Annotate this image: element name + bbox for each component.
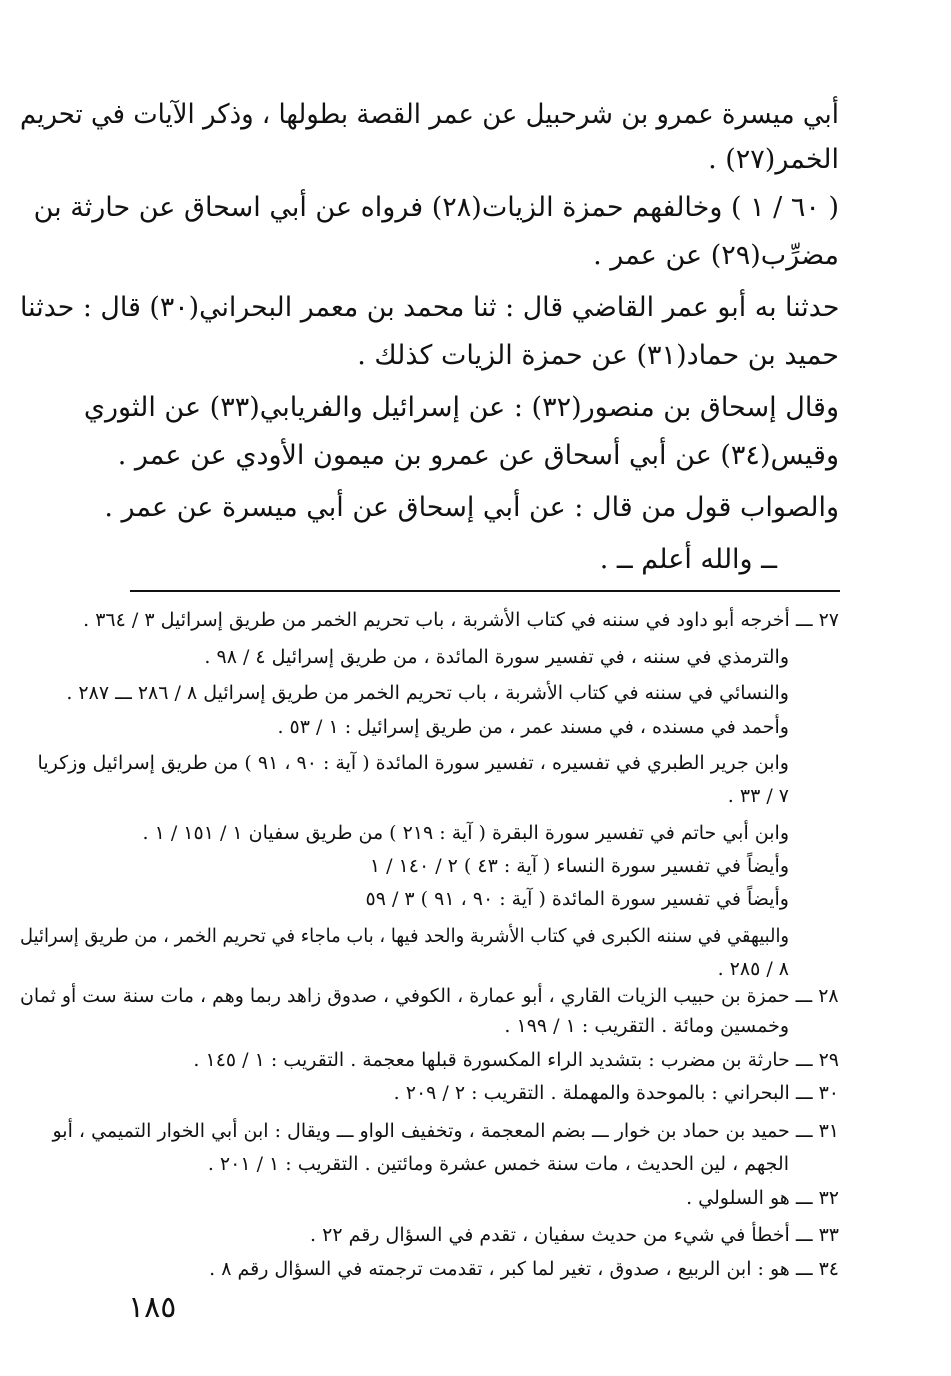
footnote-line: والترمذي في سننه ، في تفسير سورة المائدة ، من طريق إسرائيل ٤ / ٩٨ . [204, 646, 789, 668]
footnote-line: وأحمد في مسنده ، في مسند عمر ، من طريق إسرائيل : ١ / ٥٣ . [277, 716, 789, 738]
footnote-line: وأيضاً في تفسير سورة المائدة ( آية : ٩٠ ، ٩١ ) ٣ / ٥٩ [365, 888, 789, 910]
footnote-line: والبيهقي في سننه الكبرى في كتاب الأشربة والحد فيها ، باب ماجاء في تحريم الخمر ، من طريق إسرائيل [19, 925, 789, 947]
footnote-line: ٢٩ ـــ حارثة بن مضرب : بتشديد الراء المكسورة قبلها معجمة . التقريب : ١ / ١٤٥ . [193, 1049, 839, 1071]
footnote-line: ٣٢ ـــ هو السلولي . [686, 1187, 839, 1209]
footnote-line: ٢٧ ـــ أخرجه أبو داود في سننه في كتاب الأشربة ، باب تحريم الخمر من طريق إسرائيل ٣ / ٣٦٤ . [83, 609, 839, 631]
main-line-5: حدثنا به أبو عمر القاضي قال : ثنا محمد بن معمر البحراني(٣٠) قال : حدثنا [19, 292, 840, 323]
main-line-7: وقال إسحاق بن منصور(٣٢) : عن إسرائيل والفريابي(٣٣) عن الثوري [83, 392, 839, 423]
footnote-line: ٨ / ٢٨٥ . [717, 958, 789, 980]
main-line-8: وقيس(٣٤) عن أبي أسحاق عن عمرو بن ميمون الأودي عن عمر . [117, 440, 839, 471]
main-line-6: حميد بن حماد(٣١) عن حمزة الزيات كذلك . [357, 340, 839, 371]
footnote-line: الجهم ، لين الحديث ، مات سنة خمس عشرة ومائتين . التقريب : ١ / ٢٠١ . [207, 1153, 789, 1175]
footnote-line: ٧ / ٣٣ . [727, 785, 789, 807]
footnote-line: والنسائي في سننه في كتاب الأشربة ، باب تحريم الخمر من طريق إسرائيل ٨ / ٢٨٦ ـــ ٢٨٧ . [66, 682, 789, 704]
main-line-9: والصواب قول من قال : عن أبي إسحاق عن أبي ميسرة عن عمر . [104, 492, 839, 523]
main-line-4: مضرِّب(٢٩) عن عمر . [593, 240, 839, 271]
footnote-line: ٢٨ ـــ حمزة بن حبيب الزيات القاري ، أبو عمارة ، الكوفي ، صدوق زاهد ربما وهم ، مات سنة ست أو ثمان [20, 985, 839, 1007]
page-number: ١٨٥ [128, 1290, 177, 1325]
footnote-line: ٣٠ ـــ البحراني : بالموحدة والمهملة . التقريب : ٢ / ٢٠٩ . [393, 1082, 839, 1104]
main-line-1: أبي ميسرة عمرو بن شرحبيل عن عمر القصة بطولها ، وذكر الآيات في تحريم [20, 99, 839, 130]
footnote-line: ٣٣ ـــ أخطأ في شيء من حديث سفيان ، تقدم في السؤال رقم ٢٢ . [310, 1224, 839, 1246]
main-line-2: الخمر(٢٧) . [708, 144, 839, 175]
main-line-10: ــ والله أعلم ــ . [599, 544, 777, 575]
main-text [19, 0, 840, 590]
footnote-line: ٣١ ـــ حميد بن حماد بن خوار ـــ بضم المعجمة ، وتخفيف الواو ـــ ويقال : ابن أبي الخوار التميمي ، أبو [52, 1120, 839, 1142]
footnote-line: وأيضاً في تفسير سورة النساء ( آية : ٤٣ ) ٢ / ١٤٠ / ١ [369, 855, 789, 877]
footnote-line: وابن أبي حاتم في تفسير سورة البقرة ( آية : ٢١٩ ) من طريق سفيان ١ / ١٥١ / ١ . [142, 822, 789, 844]
main-line-3: ( ٦٠ / ١ ) وخالفهم حمزة الزيات(٢٨) فرواه عن أبي اسحاق عن حارثة بن [33, 192, 839, 223]
footnote-line: ٣٤ ـــ هو : ابن الربيع ، صدوق ، تغير لما كبر ، تقدمت ترجمته في السؤال رقم ٨ . [209, 1258, 839, 1280]
footnote-divider [130, 590, 840, 592]
footnote-line: وابن جرير الطبري في تفسيره ، تفسير سورة المائدة ( آية : ٩٠ ، ٩١ ) من طريق إسرائيل وزكريا [37, 752, 789, 774]
footnote-line: وخمسين ومائة . التقريب : ١ / ١٩٩ . [504, 1015, 789, 1037]
